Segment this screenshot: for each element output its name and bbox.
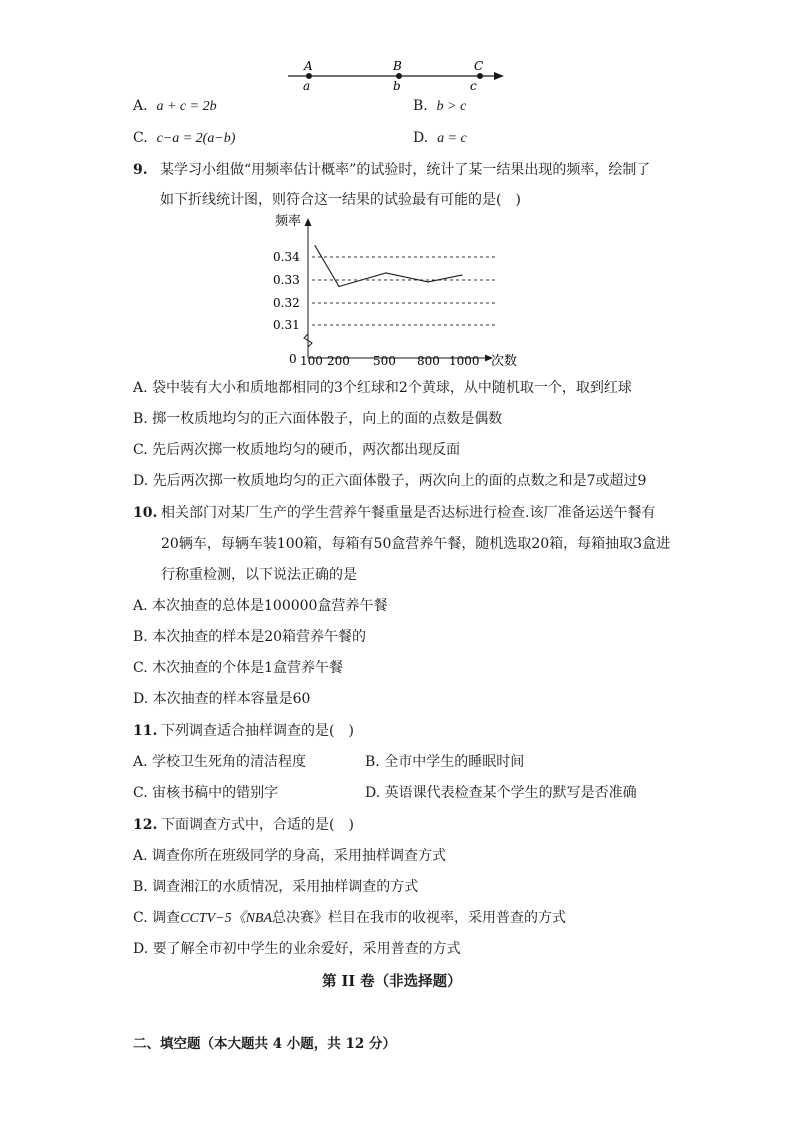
option-expr: b > c	[436, 99, 467, 114]
option-label: D.	[133, 473, 149, 489]
q11-number: 11.	[133, 723, 158, 739]
x-tick-label: 800	[417, 354, 440, 368]
x-tick-label: 200	[327, 354, 350, 368]
y-axis-label: 频率	[275, 214, 302, 229]
option-label: D.	[133, 691, 149, 707]
option-label: C.	[133, 442, 148, 458]
label-upper-b: B	[393, 59, 402, 73]
series-point	[385, 272, 386, 273]
series-point	[461, 275, 462, 276]
option-text: 本次抽查的样本是20箱营养午餐的	[152, 629, 367, 645]
y-axis-arrow	[305, 218, 312, 226]
q10-option-a	[133, 596, 387, 616]
q8-option-a	[133, 96, 217, 117]
q12-number: 12.	[133, 817, 158, 833]
label-lower-b: b	[393, 79, 401, 93]
option-label: B.	[365, 754, 380, 770]
q9-option-d	[133, 471, 646, 491]
q12-option-d	[133, 939, 461, 959]
q12-stem: 下面调查方式中，合适的是( )	[161, 817, 354, 833]
q9-option-a	[133, 378, 632, 398]
q8-option-c	[133, 128, 235, 149]
q9-option-c	[133, 440, 460, 460]
option-text: 掷一枚质地均匀的正六面体骰子，向上的面的点数是偶数	[152, 411, 503, 427]
option-label: D.	[133, 941, 149, 957]
option-text: 英语课代表检查某个学生的默写是否准确	[384, 785, 637, 801]
option-expr: c−a = 2(a−b)	[156, 131, 236, 146]
option-label: D.	[413, 130, 429, 146]
option-label: B.	[413, 98, 428, 114]
series-point	[314, 245, 315, 246]
option-text: 调查湘江的水质情况，采用抽样调查的方式	[152, 879, 419, 895]
option-expr: a + c = 2b	[156, 99, 217, 114]
q12-option-b	[133, 877, 418, 897]
q10-option-c	[133, 658, 343, 678]
option-label: A.	[133, 380, 148, 396]
number-line-figure	[280, 56, 510, 96]
q10-stem-line3: 行称重检测，以下说法正确的是	[161, 567, 357, 583]
q10-option-d	[133, 689, 310, 709]
q11-option-c	[133, 783, 278, 803]
x-axis-label: 次数	[491, 354, 518, 369]
option-label: A.	[133, 754, 148, 770]
option-expr: a = c	[437, 131, 467, 146]
y-tick-label: 0.31	[273, 318, 300, 332]
y-tick-label: 0.34	[273, 250, 300, 264]
option-text: 先后两次掷一枚质地均匀的硬币，两次都出现反面	[152, 442, 461, 458]
x-tick-label: 1000	[449, 354, 480, 368]
option-label: D.	[365, 785, 381, 801]
option-label: A.	[133, 848, 148, 864]
q9-number: 9.	[133, 162, 148, 178]
y-tick-label: 0.32	[273, 296, 300, 310]
label-lower-a: a	[303, 79, 311, 93]
q10-number: 10.	[133, 505, 158, 521]
q11-stem: 下列调查适合抽样调查的是( )	[161, 723, 354, 739]
q11-option-b	[365, 752, 524, 772]
label-lower-c: c	[470, 79, 477, 93]
q10-option-b	[133, 627, 366, 647]
y-tick-label: 0.33	[273, 273, 300, 287]
q11-option-a	[133, 752, 306, 772]
option-text-italic: CCTV−5《NBA	[180, 911, 273, 926]
q12-option-a	[133, 846, 446, 866]
option-label: A.	[133, 598, 148, 614]
option-text: 全市中学生的睡眠时间	[384, 754, 525, 770]
option-label: A.	[133, 98, 148, 114]
option-text: 袋中装有大小和质地都相同的3个红球和2个黄球，从中随机取一个，取到红球	[152, 380, 632, 396]
q12-option-c	[133, 908, 566, 929]
series-point	[338, 286, 339, 287]
q9-option-b	[133, 409, 502, 429]
option-label: C.	[133, 130, 148, 146]
q9-stem-line2: 如下折线统计图，则符合这一结果的试验最有可能的是( )	[160, 192, 521, 208]
q9-stem-line1: 某学习小组做“用频率估计概率”的试验时，统计了某一结果出现的频率，绘制了	[160, 162, 651, 178]
q11-option-d	[365, 783, 637, 803]
option-text: 木次抽查的个体是1盒营养午餐	[152, 660, 344, 676]
label-upper-c: C	[474, 59, 484, 73]
option-text: 宙核书稿中的错别字	[152, 785, 279, 801]
frequency-line-chart	[265, 212, 530, 372]
option-text: 学校卫生死角的清洁程度	[152, 754, 307, 770]
option-label: C.	[133, 785, 148, 801]
option-label: C.	[133, 910, 148, 926]
q8-option-b	[413, 96, 466, 117]
option-text: 本次抽查的总体是100000盒营养午餐	[152, 598, 388, 614]
label-upper-a: A	[304, 59, 313, 73]
series-point	[427, 281, 428, 282]
x-tick-label: 500	[373, 354, 396, 368]
option-label: C.	[133, 660, 148, 676]
option-text: 本次抽查的样本容量是60	[152, 691, 311, 707]
q10-stem-line1: 相关部门对某厂生产的学生营养午餐重量是否达标进行检查.该厂准备运送午餐有	[161, 505, 656, 521]
option-label: B.	[133, 879, 148, 895]
q10-stem-line2: 20辆车，每辆车装100箱，每箱有50盒营养午餐，随机选取20箱，每箱抽取3盒进	[161, 536, 671, 552]
section2-heading: 二、填空题（本大题共 4 小题，共 12 分）	[133, 1036, 396, 1052]
option-label: B.	[133, 629, 148, 645]
option-text-post: 总决赛》栏目在我市的收视率，采用普查的方式	[272, 910, 567, 926]
origin-label: 0	[289, 352, 297, 366]
point-c	[477, 73, 483, 79]
option-text: 要了解全市初中学生的业余爱好，采用普查的方式	[152, 941, 461, 957]
option-label: B.	[133, 411, 148, 427]
section-title: 第 II 卷（非选择题）	[322, 973, 462, 990]
x-tick-label: 100	[300, 354, 323, 368]
option-text: 调查你所在班级同学的身高，采用抽样调查方式	[152, 848, 447, 864]
option-text: 先后两次掷一枚质地均匀的正六面体骰子，两次向上的面的点数之和是7或超过9	[152, 473, 647, 489]
option-text-pre: 调查	[152, 910, 181, 926]
q8-option-d	[413, 128, 467, 149]
number-line-arrow	[494, 72, 504, 80]
